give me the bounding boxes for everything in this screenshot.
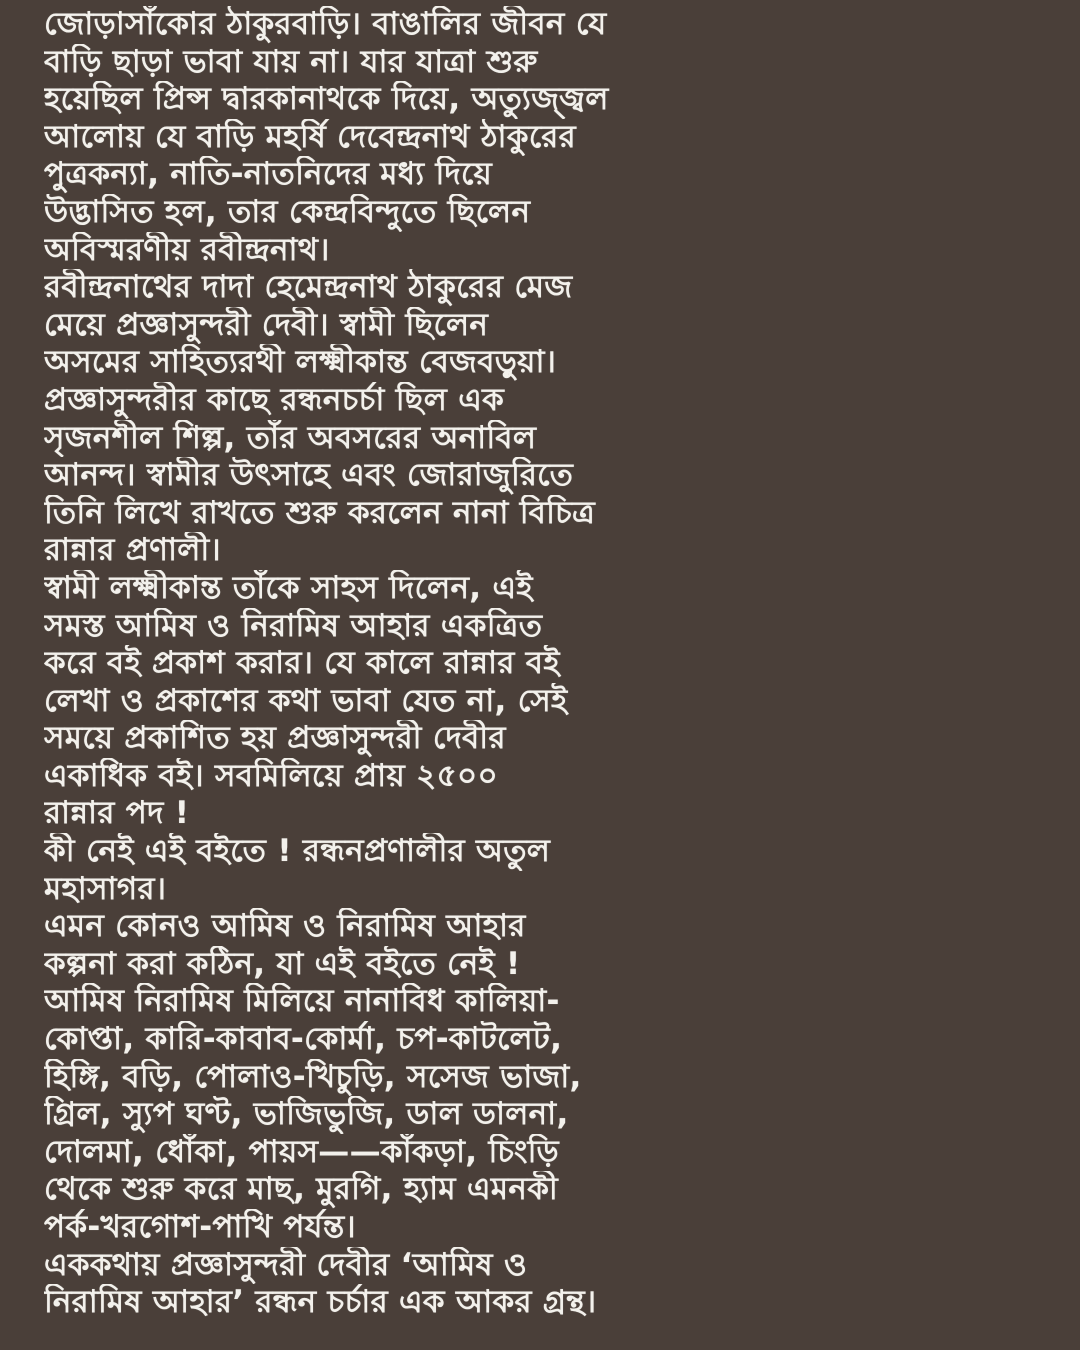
text-line: মহাসাগর। bbox=[44, 870, 167, 907]
text-line: কী নেই এই বইতে ! রন্ধনপ্রণালীর অতুল bbox=[44, 833, 551, 870]
text-line: এমন কোনও আমিষ ও নিরামিষ আহার bbox=[44, 908, 526, 945]
text-line: আমিষ নিরামিষ মিলিয়ে নানাবিধ কালিয়া- bbox=[44, 983, 560, 1020]
text-line: রবীন্দ্রনাথের দাদা হেমেন্দ্রনাথ ঠাকুরের মেজ bbox=[44, 269, 573, 306]
text-line: থেকে শুরু করে মাছ, মুরগি, হ্যাম এমনকী bbox=[44, 1171, 559, 1208]
text-line: হয়েছিল প্রিন্স দ্বারকানাথকে দিয়ে, অত্যুজ্জ্বল bbox=[44, 81, 609, 118]
text-line: সমস্ত আমিষ ও নিরামিষ আহার একত্রিত bbox=[44, 607, 543, 644]
text-line: গ্রিল, স্যুপ ঘণ্ট, ভাজিভুজি, ডাল ডালনা, bbox=[44, 1096, 569, 1133]
text-line: রান্নার পদ ! bbox=[44, 795, 190, 832]
text-line: হিঙ্গি, বড়ি, পোলাও-খিচুড়ি, সসেজ ভাজা, bbox=[44, 1058, 582, 1095]
text-line: এককথায় প্রজ্ঞাসুন্দরী দেবীর ‘আমিষ ও bbox=[44, 1246, 528, 1283]
text-line: অসমের সাহিত্যরথী লক্ষ্মীকান্ত বেজবড়ুয়া। bbox=[44, 344, 557, 381]
text-line: মেয়ে প্রজ্ঞাসুন্দরী দেবী। স্বামী ছিলেন bbox=[44, 306, 489, 343]
text-line: পর্ক-খরগোশ-পাখি পর্যন্ত। bbox=[44, 1209, 356, 1245]
text-line: স্বামী লক্ষ্মীকান্ত তাঁকে সাহস দিলেন, এই bbox=[44, 569, 533, 606]
text-line: নিরামিষ আহার’ রন্ধন চর্চার এক আকর গ্রন্থ। bbox=[44, 1284, 597, 1321]
text-line: পুত্রকন্যা, নাতি-নাতনিদের মধ্য দিয়ে bbox=[44, 156, 492, 193]
text-line: আলোয় যে বাড়ি মহর্ষি দেবেন্দ্রনাথ ঠাকুরের bbox=[44, 118, 576, 155]
text-line: করে বই প্রকাশ করার। যে কালে রান্নার বই bbox=[44, 645, 560, 682]
text-line: উদ্ভাসিত হল, তার কেন্দ্রবিন্দুতে ছিলেন bbox=[44, 193, 531, 230]
text-line: অবিস্মরণীয় রবীন্দ্রনাথ। bbox=[44, 231, 330, 268]
text-line: তিনি লিখে রাখতে শুরু করলেন নানা বিচিত্র bbox=[44, 494, 596, 531]
text-line: লেখা ও প্রকাশের কথা ভাবা যেত না, সেই bbox=[44, 682, 568, 719]
text-line: কোপ্তা, কারি-কাবাব-কোর্মা, চপ-কাটলেট, bbox=[44, 1021, 563, 1058]
text-line: বাড়ি ছাড়া ভাবা যায় না। যার যাত্রা শুরু bbox=[44, 43, 538, 80]
text-line: রান্নার প্রণালী। bbox=[44, 532, 221, 569]
text-line: প্রজ্ঞাসুন্দরীর কাছে রন্ধনচর্চা ছিল এক bbox=[44, 381, 505, 418]
text-line: একাধিক বই। সবমিলিয়ে প্রায় ২৫০০ bbox=[44, 757, 498, 794]
text-line: জোড়াসাঁকোর ঠাকুরবাড়ি। বাঙালির জীবন যে bbox=[44, 6, 607, 42]
text-line: সৃজনশীল শিল্প, তাঁর অবসরের অনাবিল bbox=[44, 419, 537, 456]
article-text bbox=[44, 6, 1040, 1322]
text-line: সময়ে প্রকাশিত হয় প্রজ্ঞাসুন্দরী দেবীর bbox=[44, 720, 506, 757]
text-line: দোলমা, ধোঁকা, পায়স——কাঁকড়া, চিংড়ি bbox=[44, 1133, 559, 1170]
text-line: আনন্দ। স্বামীর উৎসাহে এবং জোরাজুরিতে bbox=[44, 457, 574, 494]
text-line: কল্পনা করা কঠিন, যা এই বইতে নেই ! bbox=[44, 945, 521, 982]
